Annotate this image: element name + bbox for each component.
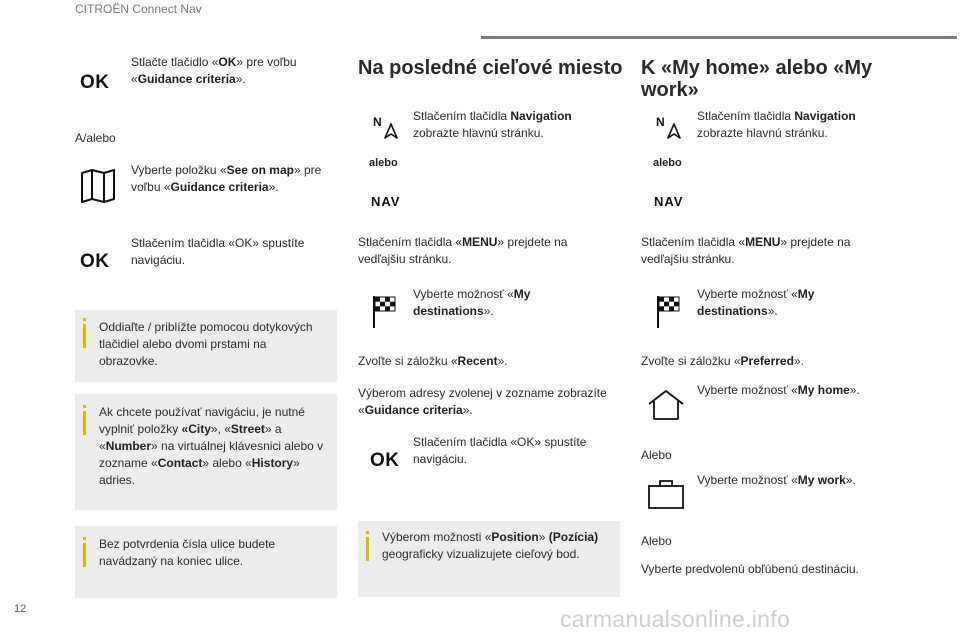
col2-step2-text: Vyberte možnosť «My destinations». — [413, 287, 531, 318]
col2-alebo: alebo — [369, 157, 398, 169]
info-box-position — [358, 521, 620, 597]
navigation-arrow-icon — [383, 122, 399, 142]
navigation-n-icon: N — [373, 115, 382, 129]
col3-fav-text: Vyberte predvolenú obľúbenú destináciu. — [641, 562, 859, 576]
info-icon — [83, 324, 86, 348]
section-heading: Na posledné cieľové miesto — [358, 57, 623, 79]
nav-icon: NAV — [371, 194, 401, 209]
checkered-flag-icon — [371, 294, 397, 330]
header-rule — [481, 36, 957, 39]
info-text: Bez potvrdenia čísla ulice budete navádzaný na koniec ulice. — [99, 537, 276, 568]
briefcase-icon — [646, 478, 686, 510]
col2-menu-text: Stlačením tlačidla «MENU» prejdete na vedľajšiu stránku. — [358, 235, 568, 266]
col3-alebo2: Alebo — [641, 448, 672, 462]
header-title: CITROËN Connect Nav — [75, 2, 202, 16]
col3-home-text: Vyberte možnosť «My home». — [697, 383, 860, 397]
section-heading-line1: K «My home» alebo «My — [641, 57, 873, 79]
col1-step3-text: Stlačením tlačidla «OK» spustíte navigáciu. — [131, 236, 305, 267]
col2-step3-text: Stlačením tlačidla «OK» spustíte navigáciu. — [413, 435, 587, 466]
col3-step1-text: Stlačením tlačidla Navigation zobrazte hlavnú stránku. — [697, 109, 856, 140]
watermark: carmanualsonline.info — [560, 606, 791, 632]
col3-step2-text: Vyberte možnosť «My destinations». — [697, 287, 815, 318]
info-box-zoom — [75, 310, 337, 382]
col3-alebo: alebo — [653, 157, 682, 169]
col1-step2-text: Vyberte položku «See on map» pre voľbu «Guidance criteria». — [131, 163, 322, 194]
info-box-address — [75, 394, 337, 510]
col1-alebo: A/alebo — [75, 131, 116, 145]
nav-icon: NAV — [654, 194, 684, 209]
section-heading — [641, 57, 941, 101]
checkered-flag-icon — [655, 294, 681, 330]
navigation-arrow-icon — [666, 122, 682, 142]
info-box-street-number — [75, 526, 337, 598]
col3-alebo3: Alebo — [641, 534, 672, 548]
ok-icon: OK — [80, 72, 110, 93]
col3-menu-text: Stlačením tlačidla «MENU» prejdete na vedľajšiu stránku. — [641, 235, 851, 266]
info-icon — [83, 543, 86, 567]
info-text: Ak chcete používať navigáciu, je nutné vyplniť položky «City», «Street» a «Number» na virtuálnej klávesnici alebo v zozname «Contact» alebo «History» adries. — [99, 405, 324, 487]
home-icon — [646, 388, 686, 422]
info-text: Oddiaľte / priblížte pomocou dotykových tlačidiel alebo dvomi prstami na obrazovke. — [99, 320, 313, 368]
ok-icon: OK — [80, 251, 110, 272]
col2-tab-text: Zvoľte si záložku «Recent». — [358, 354, 508, 368]
map-icon — [80, 168, 116, 204]
info-icon — [366, 537, 369, 561]
col1-step1-text: Stlačte tlačidlo «OK» pre voľbu «Guidance criteria». — [131, 55, 297, 86]
info-icon — [83, 411, 86, 435]
col3-work-text: Vyberte možnosť «My work». — [697, 473, 856, 487]
section-heading-line2: work» — [641, 79, 699, 101]
ok-icon: OK — [370, 450, 400, 471]
col3-tab-text: Zvoľte si záložku «Preferred». — [641, 354, 804, 368]
info-text: Výberom možnosti «Position» (Pozícia) geograficky vizualizujete cieľový bod. — [382, 530, 599, 561]
navigation-n-icon: N — [656, 115, 665, 129]
col2-step1-text: Stlačením tlačidla Navigation zobrazte hlavnú stránku. — [413, 109, 572, 140]
page-number: 12 — [14, 603, 27, 615]
col2-select-text: Výberom adresy zvolenej v zozname zobrazíte «Guidance criteria». — [358, 386, 607, 417]
